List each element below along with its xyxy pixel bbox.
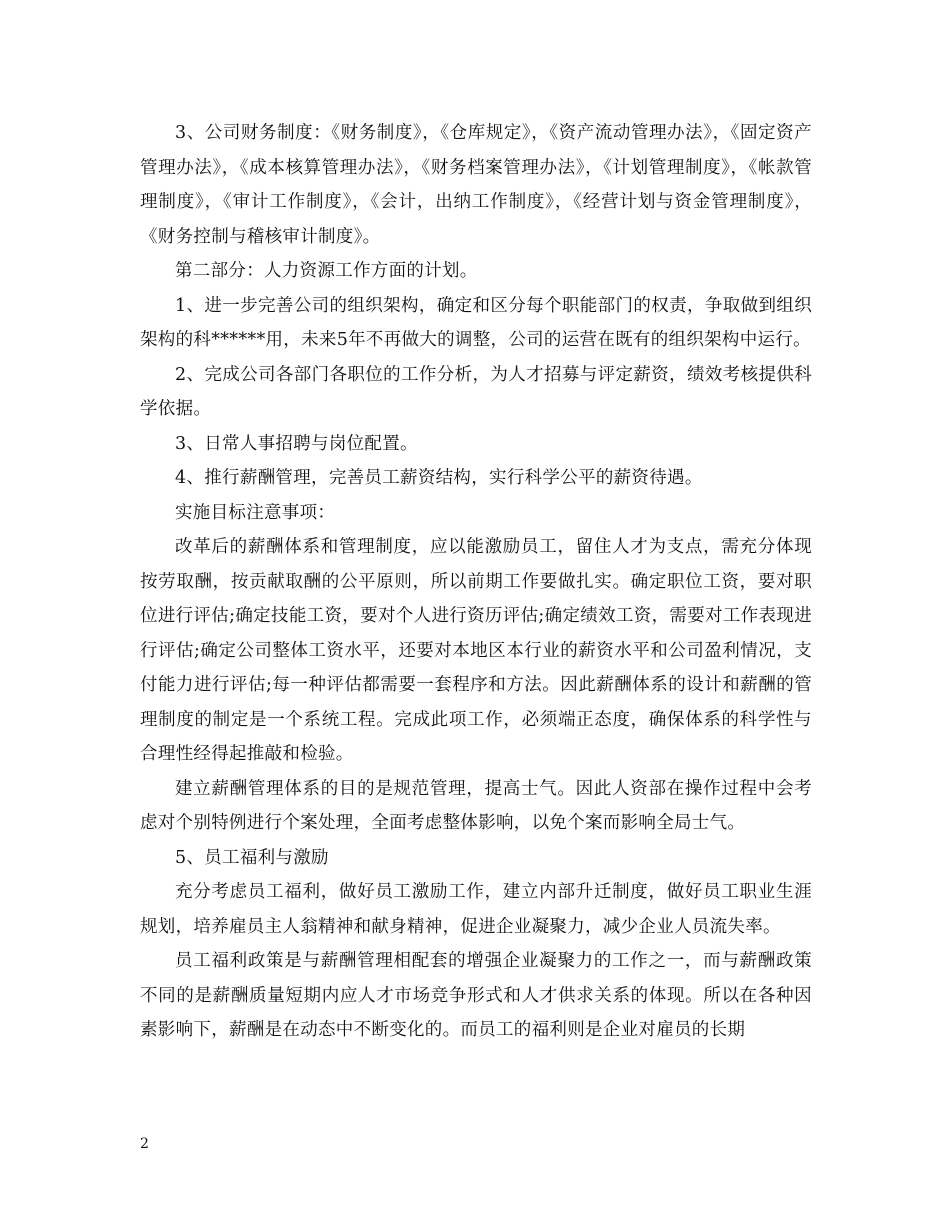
document-body <box>140 116 812 1048</box>
paragraph-benefits-policy: 员工福利政策是与薪酬管理相配套的增强企业凝聚力的工作之一，而与薪酬政策不同的是薪酬质量短期内应人才市场竞争形式和人才供求关系的体现。所以在各种因素影响下，薪酬是在动态中不断变化的。而员工的福利则是企业对雇员的长期 <box>140 951 812 1040</box>
paragraph-finance-rules: 3、公司财务制度：《财务制度》，《仓库规定》，《资产流动管理办法》，《固定资产管理办法》，《成本核算管理办法》，《财务档案管理办法》，《计划管理制度》，《帐款管理制度》，《审计工作制度》，《会计，出纳工作制度》，《经营计划与资金管理制度》，《财务控制与稽核审计制度》。 <box>140 123 812 247</box>
paragraph-part-two-heading: 第二部分：人力资源工作方面的计划。 <box>175 261 478 281</box>
paragraph-org-structure: 1、进一步完善公司的组织架构，确定和区分每个职能部门的权责，争取做到组织架构的科******用，未来5年不再做大的调整，公司的运营在既有的组织架构中运行。 <box>140 295 812 350</box>
paragraph-reform-details: 改革后的薪酬体系和管理制度，应以能激励员工，留住人才为支点，需充分体现按劳取酬，按贡献取酬的公平原则，所以前期工作要做扎实。确定职位工资，要对职位进行评估;确定技能工资，要对个人进行资历评估;确定绩效工资，需要对工作表现进行评估;确定公司整体工资水平，还要对本地区本行业的薪资水平和公司盈利情况，支付能力进行评估;每一种评估都需要一套程序和方法。因此薪酬体系的设计和薪酬的管理制度的制定是一个系统工程。完成此项工作，必须端正态度，确保体系的科学性与合理性经得起推敲和检验。 <box>140 537 812 764</box>
page-number: 2 <box>140 1136 149 1152</box>
paragraph-compensation: 4、推行薪酬管理，完善员工薪资结构，实行科学公平的薪资待遇。 <box>175 468 703 488</box>
paragraph-management-purpose: 建立薪酬管理体系的目的是规范管理，提高士气。因此人资部在操作过程中会考虑对个别特例进行个案处理，全面考虑整体影响，以免个案而影响全局士气。 <box>140 778 812 833</box>
paragraph-benefits-incentives: 充分考虑员工福利，做好员工激励工作，建立内部升迁制度，做好员工职业生涯规划，培养雇员主人翁精神和献身精神，促进企业凝聚力，减少企业人员流失率。 <box>140 882 812 937</box>
paragraph-benefits-heading: 5、员工福利与激励 <box>175 847 329 868</box>
paragraph-recruitment: 3、日常人事招聘与岗位配置。 <box>175 433 418 454</box>
paragraph-job-analysis: 2、完成公司各部门各职位的工作分析，为人才招募与评定薪资，绩效考核提供科学依据。 <box>140 364 812 419</box>
paragraph-notes-heading: 实施目标注意事项： <box>175 502 336 523</box>
